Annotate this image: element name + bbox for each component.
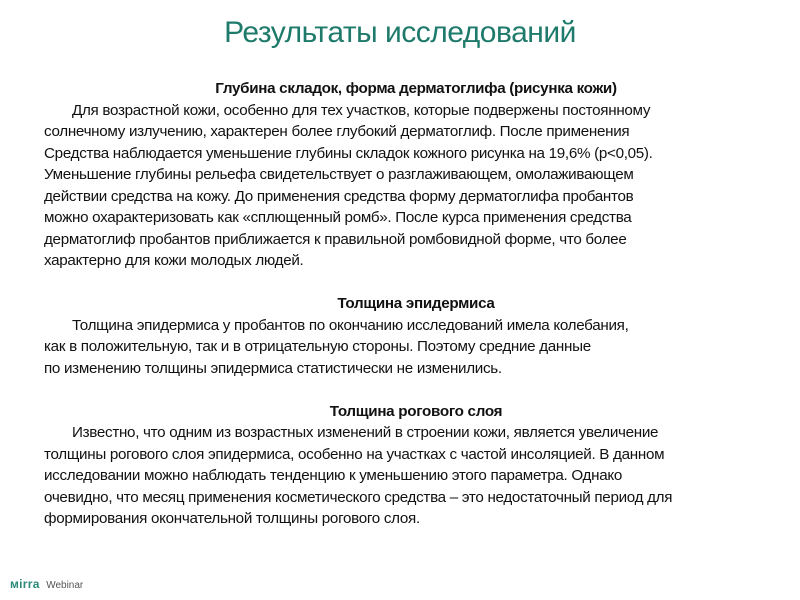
paragraph-line: Средства наблюдается уменьшение глубины складок кожного рисунка на 19,6% (р<0,05). bbox=[44, 144, 653, 162]
paragraph-line: действии средства на кожу. До применения средства форму дерматоглифа пробантов bbox=[44, 187, 634, 205]
paragraph-line: Толщина эпидермиса у пробантов по окончанию исследований имела колебания, bbox=[72, 316, 629, 334]
paragraph-line: очевидно, что месяц применения косметического средства – это недостаточный период для bbox=[44, 488, 673, 506]
paragraph-line: по изменению толщины эпидермиса статистически не изменились. bbox=[44, 359, 502, 377]
paragraph-line: формирования окончательной толщины рогового слоя. bbox=[44, 510, 420, 527]
paragraph-line: солнечному излучению, характерен более глубокий дерматоглиф. После применения bbox=[44, 123, 630, 140]
paragraph-line: Известно, что одним из возрастных изменений в строении кожи, является увеличение bbox=[72, 424, 659, 441]
section-heading-epidermis: Толщина эпидермиса bbox=[337, 295, 495, 312]
slide-title: Результаты исследований bbox=[224, 16, 576, 49]
slide-body bbox=[44, 78, 788, 530]
paragraph-line: Для возрастной кожи, особенно для тех участков, которые подвержены постоянному bbox=[72, 101, 651, 119]
paragraph-line: толщины рогового слоя эпидермиса, особенно на участках с частой инсоляцией. В данном bbox=[44, 445, 665, 463]
paragraph-line: характерно для кожи молодых людей. bbox=[44, 252, 304, 269]
section-heading-dermatoglyph: Глубина складок, форма дерматоглифа (рисунка кожи) bbox=[215, 80, 617, 97]
paragraph-line: исследовании можно наблюдать тенденцию к уменьшению этого параметра. Однако bbox=[44, 467, 623, 484]
paragraph-line: как в положительную, так и в отрицательную стороны. Поэтому средние данные bbox=[44, 338, 591, 355]
section-heading-stratum-corneum: Толщина рогового слоя bbox=[329, 402, 503, 420]
paragraph-line: Уменьшение глубины рельефа свидетельствует о разглаживающем, омолаживающем bbox=[44, 166, 634, 183]
paragraph-line: можно охарактеризовать как «сплющенный ромб». После курса применения средства bbox=[44, 209, 632, 226]
brand-logo bbox=[10, 575, 83, 593]
paragraph-line: дерматоглиф пробантов приближается к правильной ромбовидной форме, что более bbox=[44, 230, 627, 248]
logo-sub-text: Webinar bbox=[46, 580, 84, 591]
logo-brand-text: мirra bbox=[10, 577, 40, 591]
